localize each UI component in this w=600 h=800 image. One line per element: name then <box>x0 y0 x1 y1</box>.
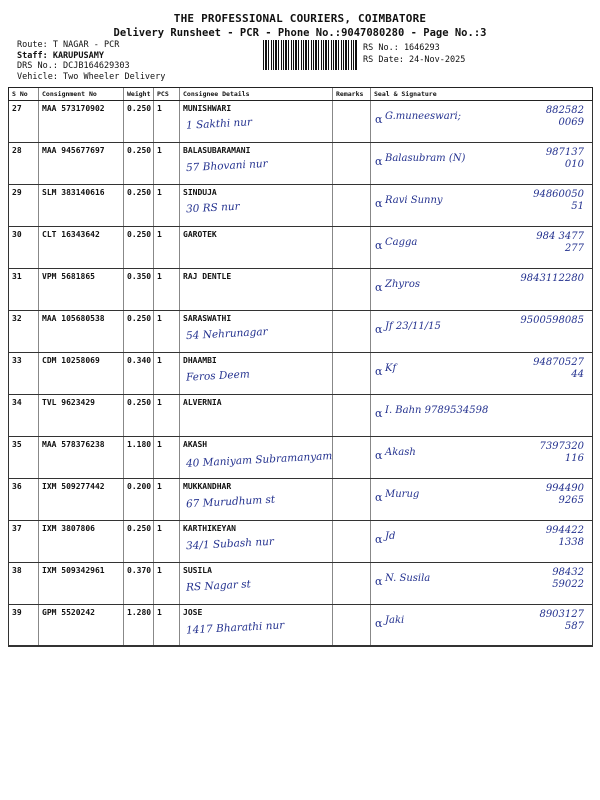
cell-pcs: 1 <box>154 227 180 269</box>
cell-remarks <box>333 311 371 353</box>
cell-consignee <box>180 437 333 479</box>
cell-sno: 39 <box>9 605 39 647</box>
cell-consignee <box>180 185 333 227</box>
cell-sno: 34 <box>9 395 39 437</box>
handwritten-address: 57 Bhovani nur <box>185 157 268 175</box>
cell-weight: 0.250 <box>124 227 154 269</box>
cell-seal <box>371 563 593 605</box>
handwritten-signature: Cagga <box>385 237 418 248</box>
staff-field: Staff: KARUPUSAMY <box>17 50 104 61</box>
consignee-name: GAROTEK <box>183 230 217 239</box>
handwritten-phone <box>552 567 584 591</box>
table-row <box>9 605 593 647</box>
phone-line-2: 9265 <box>558 495 584 506</box>
cell-weight: 0.340 <box>124 353 154 395</box>
cell-seal <box>371 479 593 521</box>
consignee-name: SARASWATHI <box>183 314 232 323</box>
handwritten-address: 67 Murudhum st <box>185 493 276 511</box>
handwritten-address: 30 RS nur <box>185 200 240 216</box>
tick-mark-icon: α <box>375 575 383 588</box>
cell-sno: 33 <box>9 353 39 395</box>
consignee-name: ALVERNIA <box>183 398 222 407</box>
handwritten-signature: Murug <box>385 489 420 500</box>
cell-remarks <box>333 563 371 605</box>
cell-consignment: MAA 105680538 <box>39 311 124 353</box>
consignee-name: SINDUJA <box>183 188 217 197</box>
cell-consignment: MAA 573170902 <box>39 101 124 143</box>
cell-seal <box>371 353 593 395</box>
cell-seal <box>371 395 593 437</box>
table-bottom-rule <box>8 645 592 646</box>
handwritten-address: 1417 Bharathi nur <box>185 619 285 637</box>
handwritten-phone <box>546 147 584 171</box>
consignee-name: DHAAMBI <box>183 356 217 365</box>
handwritten-signature: G.muneeswari; <box>385 111 462 122</box>
cell-sno: 38 <box>9 563 39 605</box>
phone-line-2: 44 <box>571 369 584 380</box>
cell-consignment: IXM 509277442 <box>39 479 124 521</box>
handwritten-signature: Jaki <box>385 615 405 626</box>
tick-mark-icon: α <box>375 323 383 336</box>
phone-line-1: 8903127 <box>539 609 584 620</box>
handwritten-address: RS Nagar st <box>185 578 252 594</box>
cell-consignee <box>180 479 333 521</box>
column-header-consignee: Consignee Details <box>180 88 333 101</box>
drs-field: DRS No.: DCJB164629303 <box>17 61 130 71</box>
runsheet-meta-left <box>17 40 165 82</box>
handwritten-signature: Balasubram (N) <box>385 153 466 164</box>
cell-remarks <box>333 269 371 311</box>
handwritten-address: Feros Deem <box>185 368 251 384</box>
table-row <box>9 521 593 563</box>
consignee-name: SUSILA <box>183 566 212 575</box>
cell-weight: 0.250 <box>124 311 154 353</box>
phone-line-1: 882582 <box>545 105 584 116</box>
cell-pcs: 1 <box>154 563 180 605</box>
cell-pcs: 1 <box>154 521 180 563</box>
handwritten-address: 54 Nehrunagar <box>185 325 268 343</box>
handwritten-phone <box>533 189 584 213</box>
cell-seal <box>371 437 593 479</box>
handwritten-signature: Jf 23/11/15 <box>385 321 441 332</box>
table-row <box>9 101 593 143</box>
handwritten-address: 1 Sakthi nur <box>185 116 253 132</box>
cell-sno: 30 <box>9 227 39 269</box>
handwritten-signature: N. Susila <box>385 573 431 584</box>
cell-pcs: 1 <box>154 353 180 395</box>
cell-consignee <box>180 143 333 185</box>
cell-consignee <box>180 269 333 311</box>
cell-sno: 35 <box>9 437 39 479</box>
table-row <box>9 563 593 605</box>
cell-consignee <box>180 563 333 605</box>
handwritten-address: 34/1 Subash nur <box>185 535 275 553</box>
consignee-name: RAJ DENTLE <box>183 272 232 281</box>
cell-sno: 27 <box>9 101 39 143</box>
phone-line-1: 994490 <box>545 483 584 494</box>
tick-mark-icon: α <box>375 281 383 294</box>
handwritten-phone <box>539 441 584 465</box>
handwritten-phone <box>539 609 584 633</box>
tick-mark-icon: α <box>375 239 383 252</box>
handwritten-signature: Jd <box>385 531 396 542</box>
cell-consignee <box>180 353 333 395</box>
table-header-row <box>9 88 593 101</box>
phone-line-1: 9843112280 <box>520 273 584 284</box>
cell-seal <box>371 269 593 311</box>
consignee-name: MUKKANDHAR <box>183 482 232 491</box>
runsheet-barcode <box>263 40 357 70</box>
cell-pcs: 1 <box>154 185 180 227</box>
phone-line-2: 0069 <box>558 117 584 128</box>
cell-seal <box>371 521 593 563</box>
cell-sno: 32 <box>9 311 39 353</box>
cell-pcs: 1 <box>154 311 180 353</box>
cell-weight: 0.250 <box>124 143 154 185</box>
route-field: Route: T NAGAR - PCR <box>17 40 120 50</box>
cell-sno: 28 <box>9 143 39 185</box>
handwritten-signature: Kf <box>385 363 397 374</box>
cell-consignee <box>180 101 333 143</box>
cell-remarks <box>333 185 371 227</box>
handwritten-address: 40 Maniyam Subramanyam <box>185 450 333 470</box>
phone-line-1: 7397320 <box>539 441 584 452</box>
phone-line-2: 277 <box>564 243 584 254</box>
cell-seal <box>371 605 593 647</box>
delivery-table <box>8 87 593 647</box>
cell-pcs: 1 <box>154 269 180 311</box>
rs-number-field: RS No.: 1646293 <box>363 43 440 53</box>
tick-mark-icon: α <box>375 617 383 630</box>
cell-remarks <box>333 143 371 185</box>
cell-weight: 0.350 <box>124 269 154 311</box>
cell-seal <box>371 311 593 353</box>
cell-consignment: VPM 5681865 <box>39 269 124 311</box>
table-row <box>9 311 593 353</box>
cell-pcs: 1 <box>154 395 180 437</box>
phone-line-1: 987137 <box>545 147 584 158</box>
phone-line-2: 010 <box>564 159 584 170</box>
consignee-name: AKASH <box>183 440 208 449</box>
cell-sno: 36 <box>9 479 39 521</box>
cell-weight: 1.180 <box>124 437 154 479</box>
cell-seal <box>371 101 593 143</box>
cell-weight: 0.250 <box>124 185 154 227</box>
tick-mark-icon: α <box>375 407 383 420</box>
cell-weight: 0.250 <box>124 395 154 437</box>
cell-pcs: 1 <box>154 479 180 521</box>
cell-remarks <box>333 395 371 437</box>
cell-weight: 0.250 <box>124 521 154 563</box>
handwritten-phone <box>536 231 584 255</box>
phone-line-2: 59022 <box>552 579 584 590</box>
table-body <box>9 101 593 647</box>
cell-remarks <box>333 353 371 395</box>
cell-remarks <box>333 227 371 269</box>
column-header-weight: Weight <box>124 88 154 101</box>
handwritten-phone <box>546 483 584 507</box>
table-row <box>9 353 593 395</box>
cell-sno: 31 <box>9 269 39 311</box>
cell-consignment: IXM 3807806 <box>39 521 124 563</box>
phone-line-2: 587 <box>564 621 584 632</box>
handwritten-phone <box>520 315 584 327</box>
phone-line-2: 1338 <box>558 537 584 548</box>
column-header-seal: Seal & Signature <box>371 88 593 101</box>
rs-date-field: RS Date: 24-Nov-2025 <box>363 55 466 65</box>
handwritten-signature: I. Bahn 9789534598 <box>385 405 489 416</box>
cell-seal <box>371 227 593 269</box>
table-row <box>9 143 593 185</box>
cell-remarks <box>333 605 371 647</box>
cell-consignment: IXM 509342961 <box>39 563 124 605</box>
cell-consignee <box>180 395 333 437</box>
phone-line-2: 51 <box>571 201 584 212</box>
cell-sno: 29 <box>9 185 39 227</box>
table-row <box>9 437 593 479</box>
handwritten-phone <box>533 357 584 381</box>
cell-pcs: 1 <box>154 605 180 647</box>
runsheet-subtitle: Delivery Runsheet - PCR - Phone No.:9047080280 - Page No.:3 <box>113 27 487 39</box>
cell-consignee <box>180 227 333 269</box>
column-header-consignment: Consignment No <box>39 88 124 101</box>
cell-pcs: 1 <box>154 101 180 143</box>
consignee-name: JOSE <box>183 608 203 617</box>
cell-remarks <box>333 437 371 479</box>
cell-pcs: 1 <box>154 437 180 479</box>
cell-consignment: TVL 9623429 <box>39 395 124 437</box>
table-row <box>9 395 593 437</box>
tick-mark-icon: α <box>375 197 383 210</box>
consignee-name: BALASUBARAMANI <box>183 146 251 155</box>
tick-mark-icon: α <box>375 113 383 126</box>
cell-pcs: 1 <box>154 143 180 185</box>
cell-consignee <box>180 311 333 353</box>
handwritten-phone <box>546 525 584 549</box>
tick-mark-icon: α <box>375 449 383 462</box>
runsheet-title: THE PROFESSIONAL COURIERS, COIMBATORE <box>173 12 427 25</box>
cell-consignee <box>180 605 333 647</box>
handwritten-phone <box>546 105 584 129</box>
handwritten-signature: Akash <box>385 447 416 458</box>
phone-line-1: 984 3477 <box>536 231 584 242</box>
cell-consignment: CLT 16343642 <box>39 227 124 269</box>
tick-mark-icon: α <box>375 155 383 168</box>
phone-line-2: 116 <box>564 453 584 464</box>
handwritten-signature: Zhyros <box>385 279 420 290</box>
cell-consignment: GPM 5520242 <box>39 605 124 647</box>
table-row <box>9 269 593 311</box>
consignee-name: KARTHIKEYAN <box>183 524 236 533</box>
cell-weight: 0.200 <box>124 479 154 521</box>
column-header-sno: S No <box>9 88 39 101</box>
runsheet-meta-right <box>363 42 465 66</box>
handwritten-signature: Ravi Sunny <box>385 195 443 206</box>
cell-remarks <box>333 521 371 563</box>
phone-line-1: 9500598085 <box>520 315 584 326</box>
cell-seal <box>371 185 593 227</box>
cell-consignee <box>180 521 333 563</box>
cell-consignment: MAA 578376238 <box>39 437 124 479</box>
phone-line-1: 994422 <box>545 525 584 536</box>
cell-consignment: MAA 945677697 <box>39 143 124 185</box>
column-header-remarks: Remarks <box>333 88 371 101</box>
tick-mark-icon: α <box>375 533 383 546</box>
table-row <box>9 185 593 227</box>
tick-mark-icon: α <box>375 491 383 504</box>
tick-mark-icon: α <box>375 365 383 378</box>
vehicle-field: Vehicle: Two Wheeler Delivery <box>17 71 166 82</box>
phone-line-1: 94870527 <box>533 357 584 368</box>
cell-weight: 0.370 <box>124 563 154 605</box>
cell-sno: 37 <box>9 521 39 563</box>
column-header-pcs: PCS <box>154 88 180 101</box>
cell-seal <box>371 143 593 185</box>
phone-line-1: 98432 <box>552 567 584 578</box>
handwritten-phone <box>520 273 584 285</box>
cell-weight: 1.280 <box>124 605 154 647</box>
cell-weight: 0.250 <box>124 101 154 143</box>
table-row <box>9 227 593 269</box>
consignee-name: MUNISHWARI <box>183 104 232 113</box>
table-row <box>9 479 593 521</box>
cell-remarks <box>333 101 371 143</box>
cell-remarks <box>333 479 371 521</box>
cell-consignment: CDM 10258069 <box>39 353 124 395</box>
phone-line-1: 94860050 <box>533 189 584 200</box>
cell-consignment: SLM 383140616 <box>39 185 124 227</box>
